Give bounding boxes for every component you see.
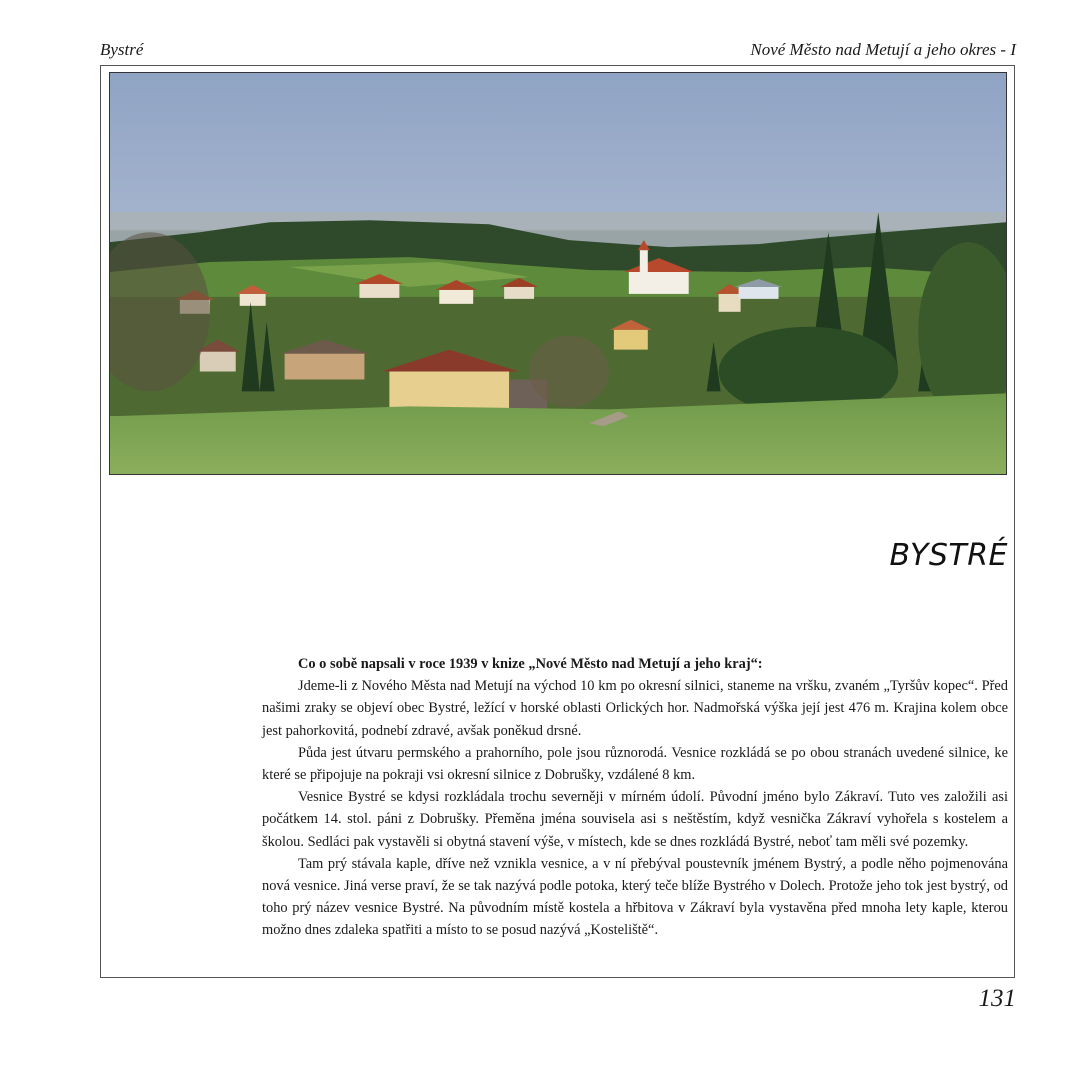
article-paragraph: Jdeme-li z Nového Města nad Metují na východ 10 km po okresní silnici, staneme na vršku, zvaném „Tyršův kopec“. Před našimi zraky se objeví obec Bystré, ležící v horské oblasti Orlických hor. Nadmořská výška její jest 476 m. Krajina kolem obce jest pahorkovitá, podnebí zdravé, avšak poněkud drsné.	[262, 678, 1008, 739]
article-lead: Co o sobě napsali v roce 1939 v knize „Nové Město nad Metují a jeho kraj“:	[298, 656, 763, 672]
article-paragraph: Půda jest útvaru permského a prahorního, pole jsou různorodá. Vesnice rozkládá se po obou stranách uvedené silnice, ke které se připojuje na pokraji vsi okresní silnice z Dobrušky, vzdálené 8 km.	[262, 744, 1008, 784]
article-paragraph: Vesnice Bystré se kdysi rozkládala trochu severněji v mírném údolí. Původní jméno bylo Zákraví. Tuto ves založili asi počátkem 14. stol. páni z Dobrušky. Přeměna jména souvisela asi s neštěstím, když vesnička Zákraví vyhořela s kostelem a školou. Sedláci pak vystavěli si obytná stavení výše, v místech, kde se dnes rozkládá Bystré, neboť tam měli své pozemky.	[262, 789, 1008, 850]
page-number: 131	[978, 985, 1016, 1012]
landscape-illustration	[110, 73, 1006, 474]
village-landscape-photo	[109, 72, 1007, 475]
article-body	[262, 653, 1008, 942]
article-paragraph: Tam prý stávala kaple, dříve než vznikla vesnice, a v ní přebýval poustevník jménem Bystrý, a podle něho pojmenována nová vesnice. Jiná verse praví, že se tak nazývá podle potoka, který teče blíže Bystrého v Dolech. Protože jeho tok jest bystrý, od toho prý název vesnice Bystré. Na původním místě kostela a hřbitova v Zákraví byla vystavěna před mnoha lety kaple, kterou možno dnes zdaleka spatřiti a místo to se posud nazývá „Kosteliště“.	[262, 855, 1008, 939]
page-header-left: Bystré	[100, 40, 144, 59]
section-title: BYSTRÉ	[889, 538, 1008, 573]
page-header-right: Nové Město nad Metují a jeho okres - I	[750, 40, 1016, 59]
